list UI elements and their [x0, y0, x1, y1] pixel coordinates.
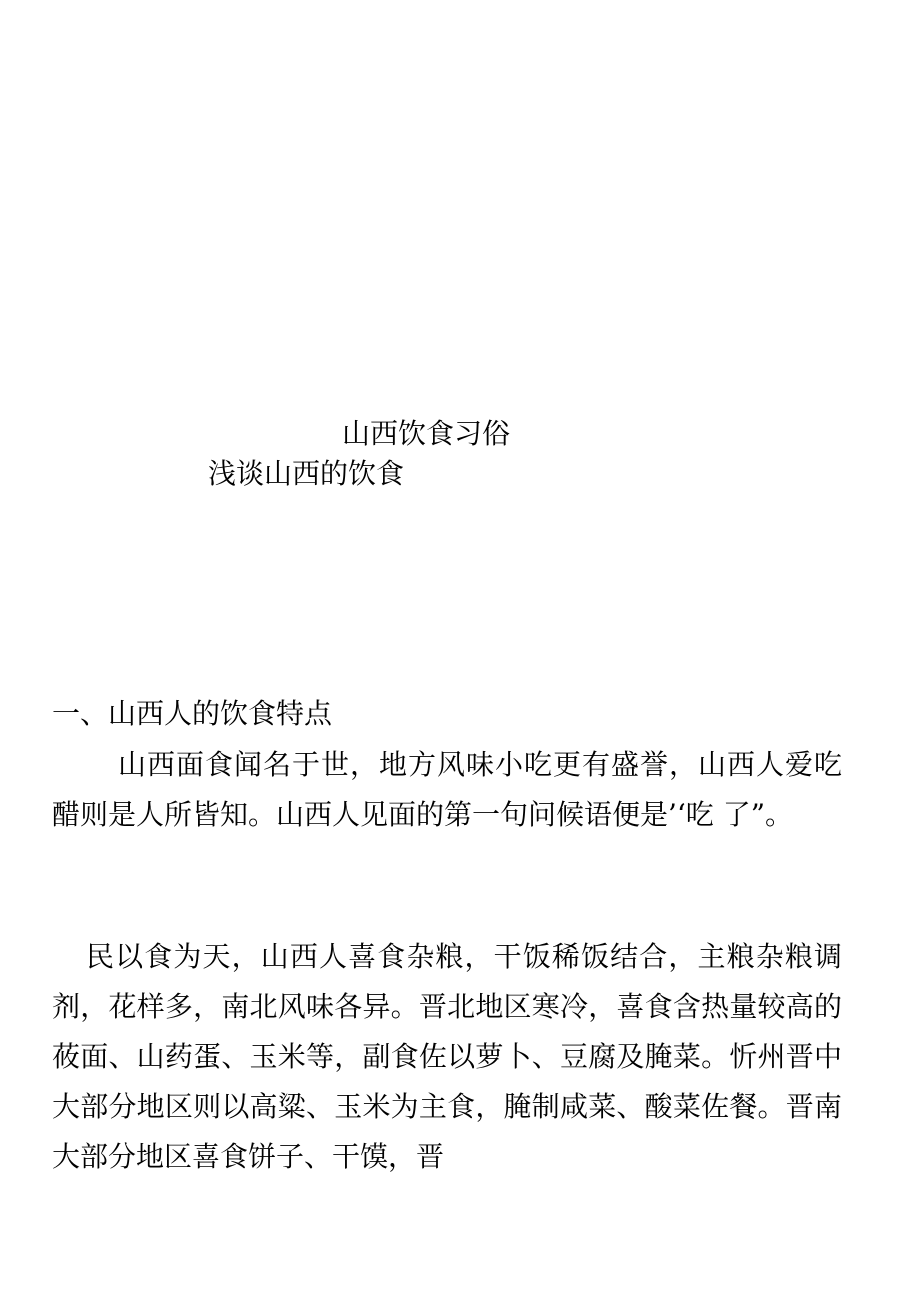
document-subtitle: 浅谈山西的饮食: [208, 457, 405, 490]
document-title: 山西饮食习俗: [342, 417, 511, 450]
section-heading: 一、山西人的饮食特点: [52, 697, 333, 730]
body-paragraph-1: 山西面食闻名于世，地方风味小吃更有盛誉，山西人爱吃醋则是人所皆知。山西人见面的第一句问候语便是’‘吃 了”。: [52, 748, 842, 831]
body-paragraph-2: 民以食为天，山西人喜食杂粮，干饭稀饭结合，主粮杂粮调剂，花样多，南北风味各异。晋北地区寒冷，喜食含热量较高的莜面、山药蛋、玉米等，副食佐以萝卜、豆腐及腌菜。忻州晋中大部分地区则以高粱、玉米为主食，腌制咸菜、酸菜佐餐。晋南大部分地区喜食饼子、干馍，晋: [52, 940, 842, 1173]
